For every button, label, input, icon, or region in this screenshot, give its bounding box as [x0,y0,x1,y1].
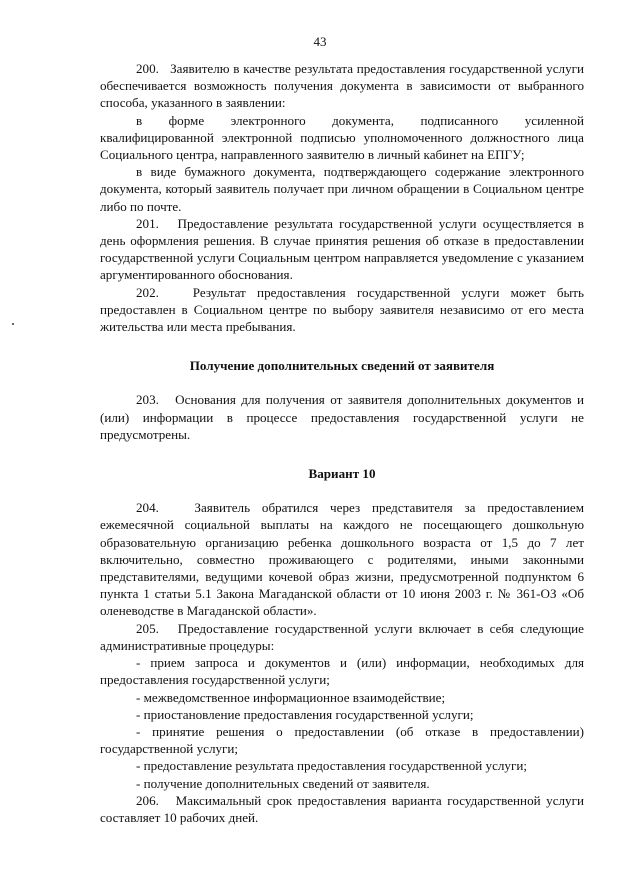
procedure-item-4: - принятие решения о предоставлении (об отказе в предоставлении) государственной услуги; [100,723,584,757]
spacer [100,443,584,465]
paragraph-200-paper: в виде бумажного документа, подтверждающего содержание электронного документа, который заявитель получает при личном обращении в Социальном центре либо по почте. [100,164,584,214]
procedure-item-1: - прием запроса и документов и (или) информации, необходимых для предоставления государственной услуги; [100,655,584,688]
procedure-item-3: - приостановление предоставления государственной услуги; [136,706,474,722]
procedure-item-2: - межведомственное информационное взаимодействие; [136,689,446,705]
paragraph-202: 202. Результат предоставления государственной услуги может быть предоставлен в Социальном центре по выбору заявителя независимо от его места жительства или места пребывания. [100,284,584,335]
procedure-item-5: - предоставление результата предоставления государственной услуги; [136,758,527,774]
section-heading-additional-info: Получение дополнительных сведений от заявителя [189,358,495,374]
margin-mark [12,323,14,325]
paragraph-204: 204. Заявитель обратился через представителя за предоставлением ежемесячной социальной выплаты на каждого не посещающего дошкольную образовательную организацию ребенка дошкольного возраста от 1,5 до 7 лет включительно, совместно проживающего с родителями, иными законными представителями, ведущими кочевой образ жизни, предусмотренной подпунктом 6 пункта 1 статьи 5.1 Закона Магаданской области от 10 июня 2003 г. № 361-ОЗ «Об оленеводстве в Магаданской области». [100,500,584,619]
paragraph-203: 203. Основания для получения от заявителя дополнительных документов и (или) информации в процессе предоставления государственной услуги не предусмотрены. [100,392,584,442]
section-heading-variant-10: Вариант 10 [308,466,376,482]
paragraph-201: 201. Предоставление результата государственной услуги осуществляется в день оформления решения. В случае принятия решения об отказе в предоставлении государственной услуги Социальным центром направляется уведомление с указанием аргументированного обоснования. [100,215,584,283]
paragraph-205: 205. Предоставление государственной услуги включает в себя следующие административные процедуры: [100,620,584,653]
paragraph-206: 206. Максимальный срок предоставления варианта государственной услуги составляет 10 рабочих дней. [100,792,584,825]
spacer [100,374,584,391]
paragraph-200: 200. Заявителю в качестве результата предоставления государственной услуги обеспечивается возможность получения документа в зависимости от выбранного способа, указанного в заявлении: [100,61,584,111]
spacer [100,482,584,499]
spacer [100,335,584,357]
paragraph-200-electronic: в форме электронного документа, подписанного усиленной квалифицированной электронной подписью уполномоченного должностного лица Социального центра, направленного заявителю в личный кабинет на ЕПГУ; [100,112,584,163]
page-number: 43 [313,34,327,49]
procedure-item-6: - получение дополнительных сведений от заявителя. [136,775,430,791]
document-body [100,60,584,826]
